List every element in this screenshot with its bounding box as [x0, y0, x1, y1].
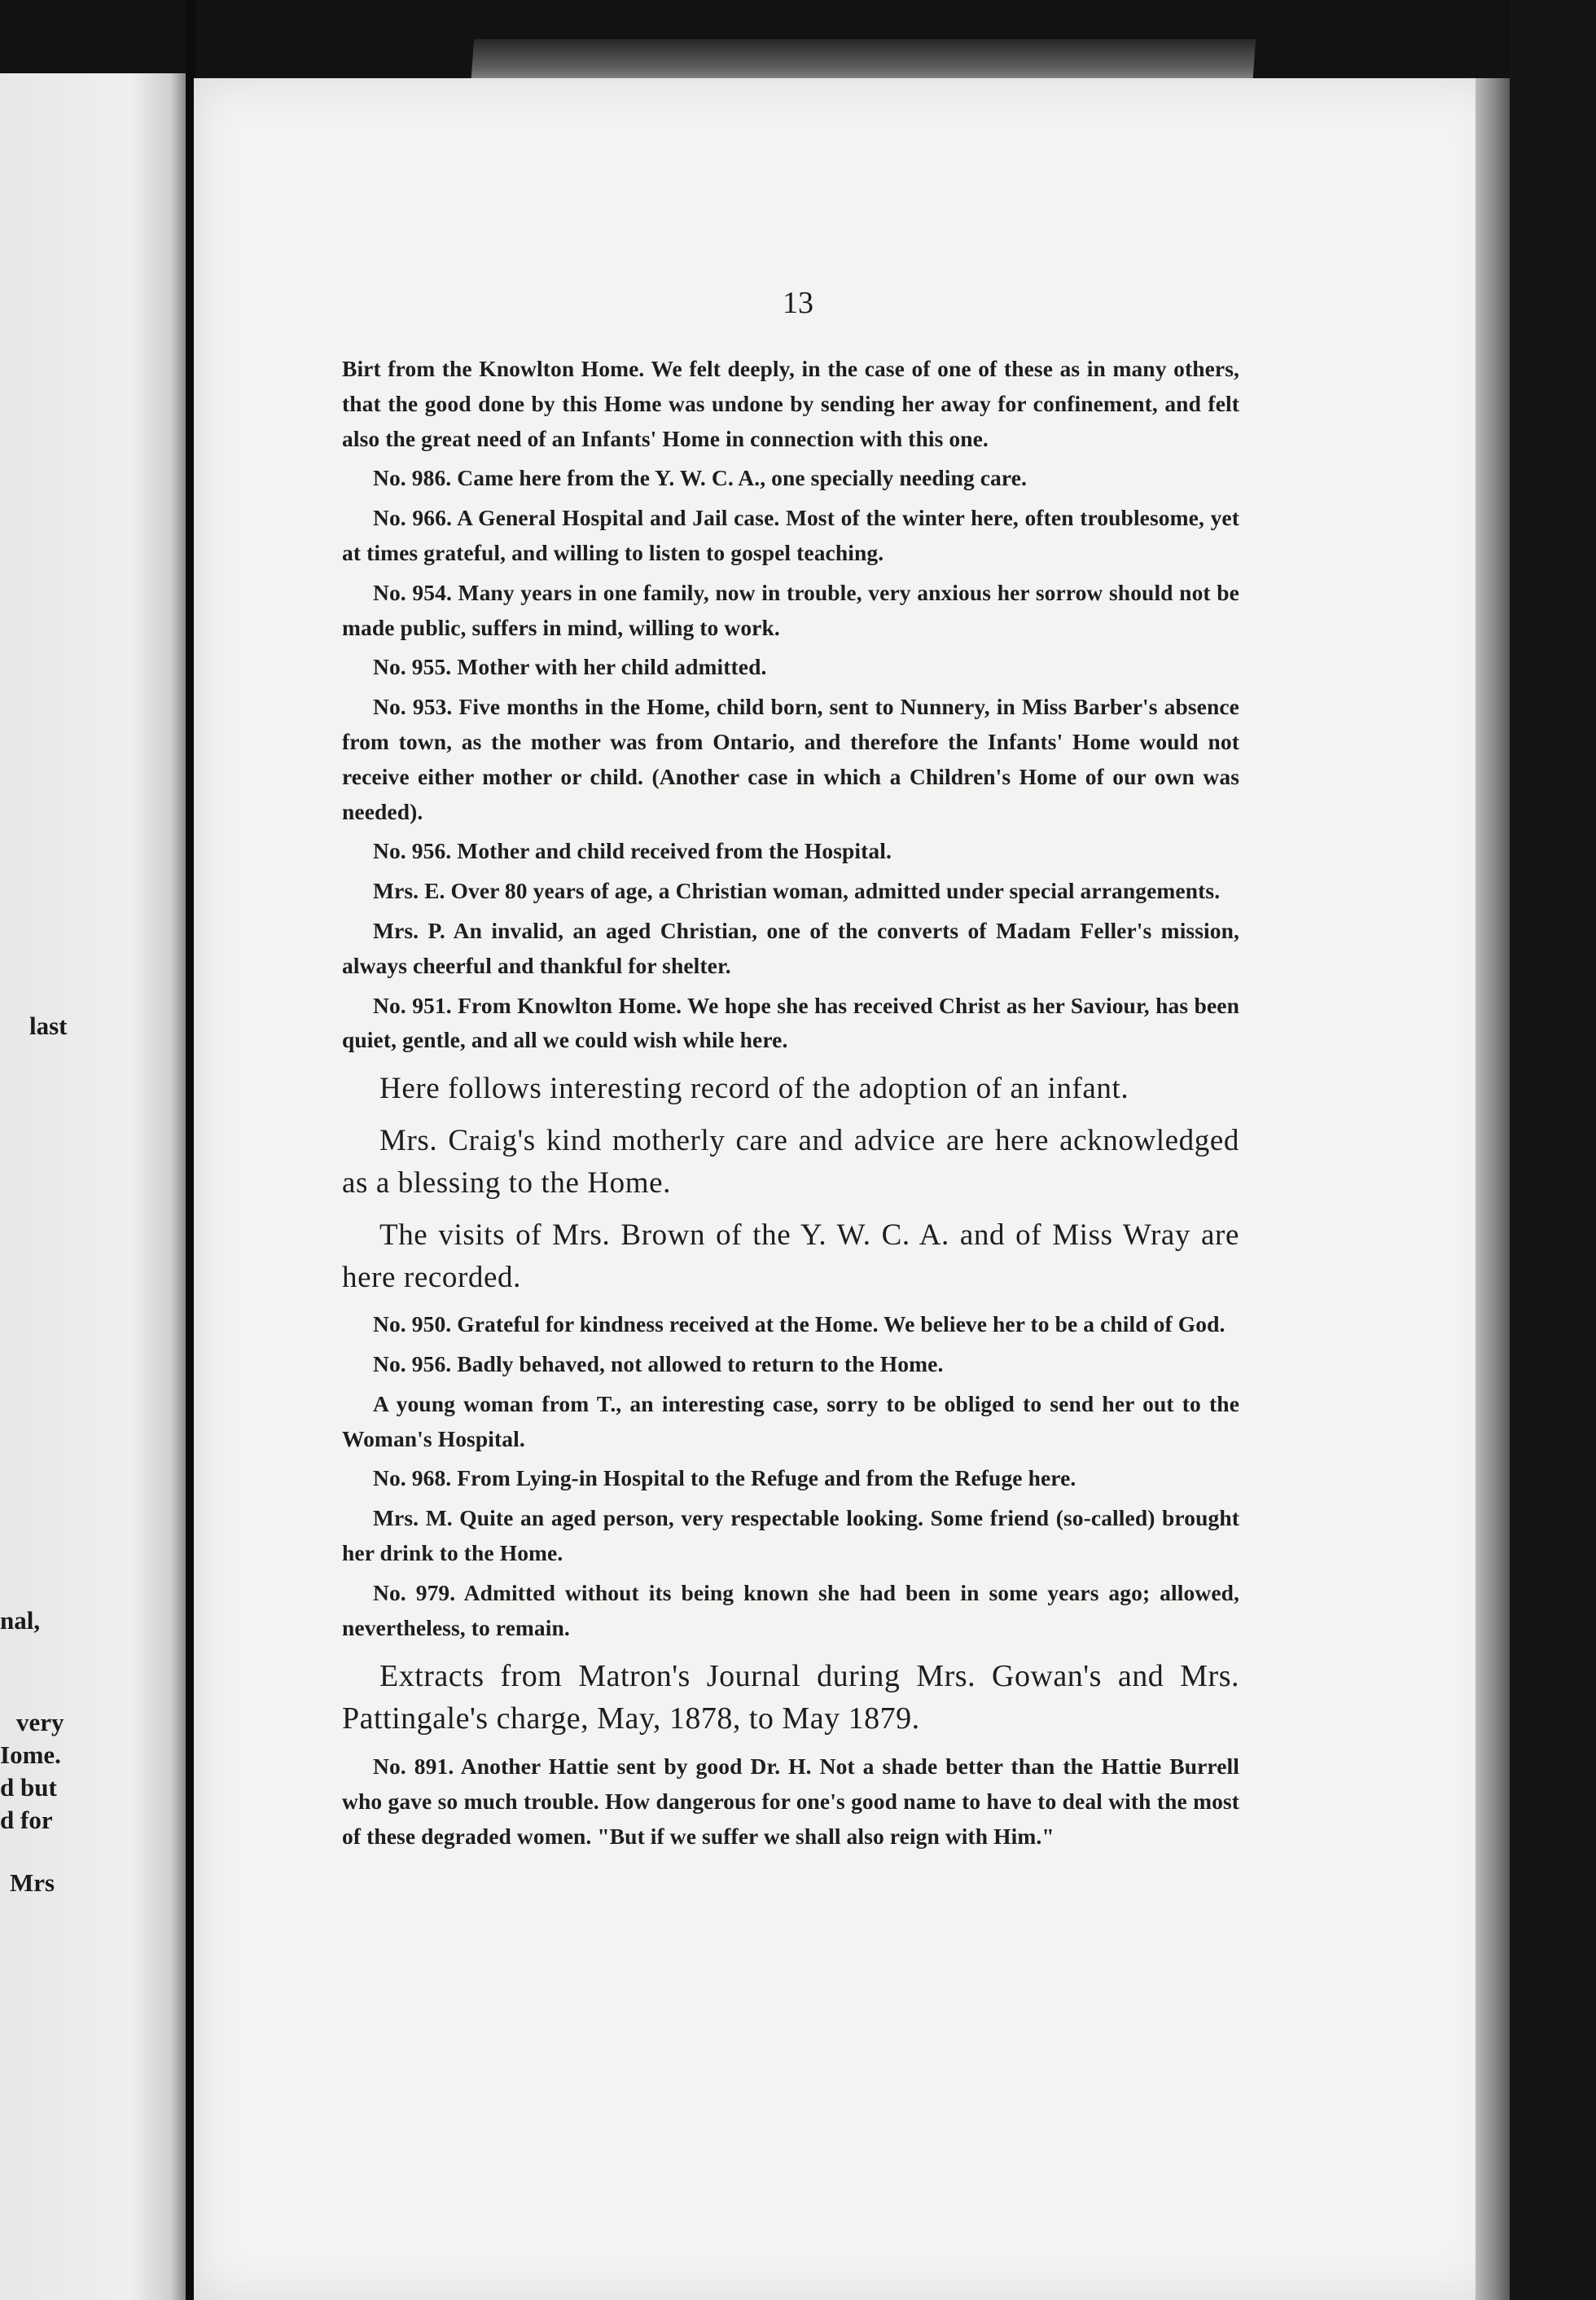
left-page-fragment: Iome.	[0, 1740, 61, 1769]
paragraph: No. 979. Admitted without its being known she had been in some years ago; allowed, nevertheless, to remain.	[342, 1579, 1239, 1640]
left-page-fragment: d for	[0, 1806, 53, 1834]
scan-border	[1510, 0, 1596, 2300]
paragraph: Mrs. E. Over 80 years of age, a Christian woman, admitted under special arrangements.	[373, 878, 1221, 904]
page-right-edge	[1475, 78, 1510, 2300]
page-number: 13	[783, 286, 813, 320]
left-page-fragment: Mrs	[10, 1868, 55, 1897]
summary-paragraph: Here follows interesting record of the adoption of an infant.	[379, 1072, 1129, 1106]
paragraph: No. 956. Mother and child received from the Hospital.	[373, 838, 892, 864]
paragraph: No. 955. Mother with her child admitted.	[373, 654, 767, 680]
summary-paragraph: The visits of Mrs. Brown of the Y. W. C. A. and of Miss Wray are here recorded.	[342, 1218, 1239, 1295]
paragraph: No. 966. A General Hospital and Jail case. Most of the winter here, often troublesome, yet at times grateful, and willing to listen to gospel teaching.	[342, 505, 1239, 565]
left-page-fragment: last	[29, 1012, 68, 1040]
paragraph: Mrs. M. Quite an aged person, very respectable looking. Some friend (so-called) brought her drink to the Home.	[342, 1505, 1239, 1565]
paragraph: No. 956. Badly behaved, not allowed to return to the Home.	[373, 1350, 944, 1376]
paragraph: A young woman from T., an interesting case, sorry to be obliged to send her out to the Woman's Hospital.	[342, 1390, 1239, 1451]
left-page-fragment: very	[16, 1708, 64, 1736]
summary-paragraph: Mrs. Craig's kind motherly care and advice are here acknowledged as a blessing to the Home.	[342, 1124, 1239, 1200]
paragraph: No. 986. Came here from the Y. W. C. A., one specially needing care.	[373, 465, 1027, 491]
left-page-fragment: d but	[0, 1773, 57, 1802]
paragraph: Mrs. P. An invalid, an aged Christian, one of the converts of Madam Feller's mission, always cheerful and thankful for shelter.	[342, 917, 1239, 978]
paragraph: No. 968. From Lying-in Hospital to the Refuge and from the Refuge here.	[373, 1465, 1076, 1491]
paragraph: Birt from the Knowlton Home. We felt deeply, in the case of one of these as in many others, that the good done by this Home was undone by sending her away for confinement, and felt also the great need of an Infants' Home in connection with this one.	[342, 356, 1239, 451]
page-body	[342, 352, 1239, 1859]
paragraph: No. 953. Five months in the Home, child born, sent to Nunnery, in Miss Barber's absence from town, as the mother was from Ontario, and therefore the Infants' Home would not receive either mother or child. (Another case in which a Children's Home of our own was needed).	[342, 694, 1239, 824]
left-facing-page	[0, 73, 186, 2300]
paragraph: No. 950. Grateful for kindness received at the Home. We believe her to be a child of God.	[373, 1311, 1226, 1337]
paragraph: No. 954. Many years in one family, now in trouble, very anxious her sorrow should not be made public, suffers in mind, willing to work.	[342, 579, 1239, 640]
paragraph: No. 891. Another Hattie sent by good Dr. H. Not a shade better than the Hattie Burrell who gave so much trouble. How dangerous for one's good name to have to deal with the most of these degraded women. "But if we suffer we shall also reign with Him."	[342, 1754, 1239, 1849]
section-heading: Extracts from Matron's Journal during Mrs. Gowan's and Mrs. Pattingale's charge, May, 1878, to May 1879.	[342, 1659, 1239, 1736]
paragraph: No. 951. From Knowlton Home. We hope she has received Christ as her Saviour, has been quiet, gentle, and all we could wish while here.	[342, 992, 1239, 1053]
left-page-fragment: nal,	[0, 1606, 41, 1635]
